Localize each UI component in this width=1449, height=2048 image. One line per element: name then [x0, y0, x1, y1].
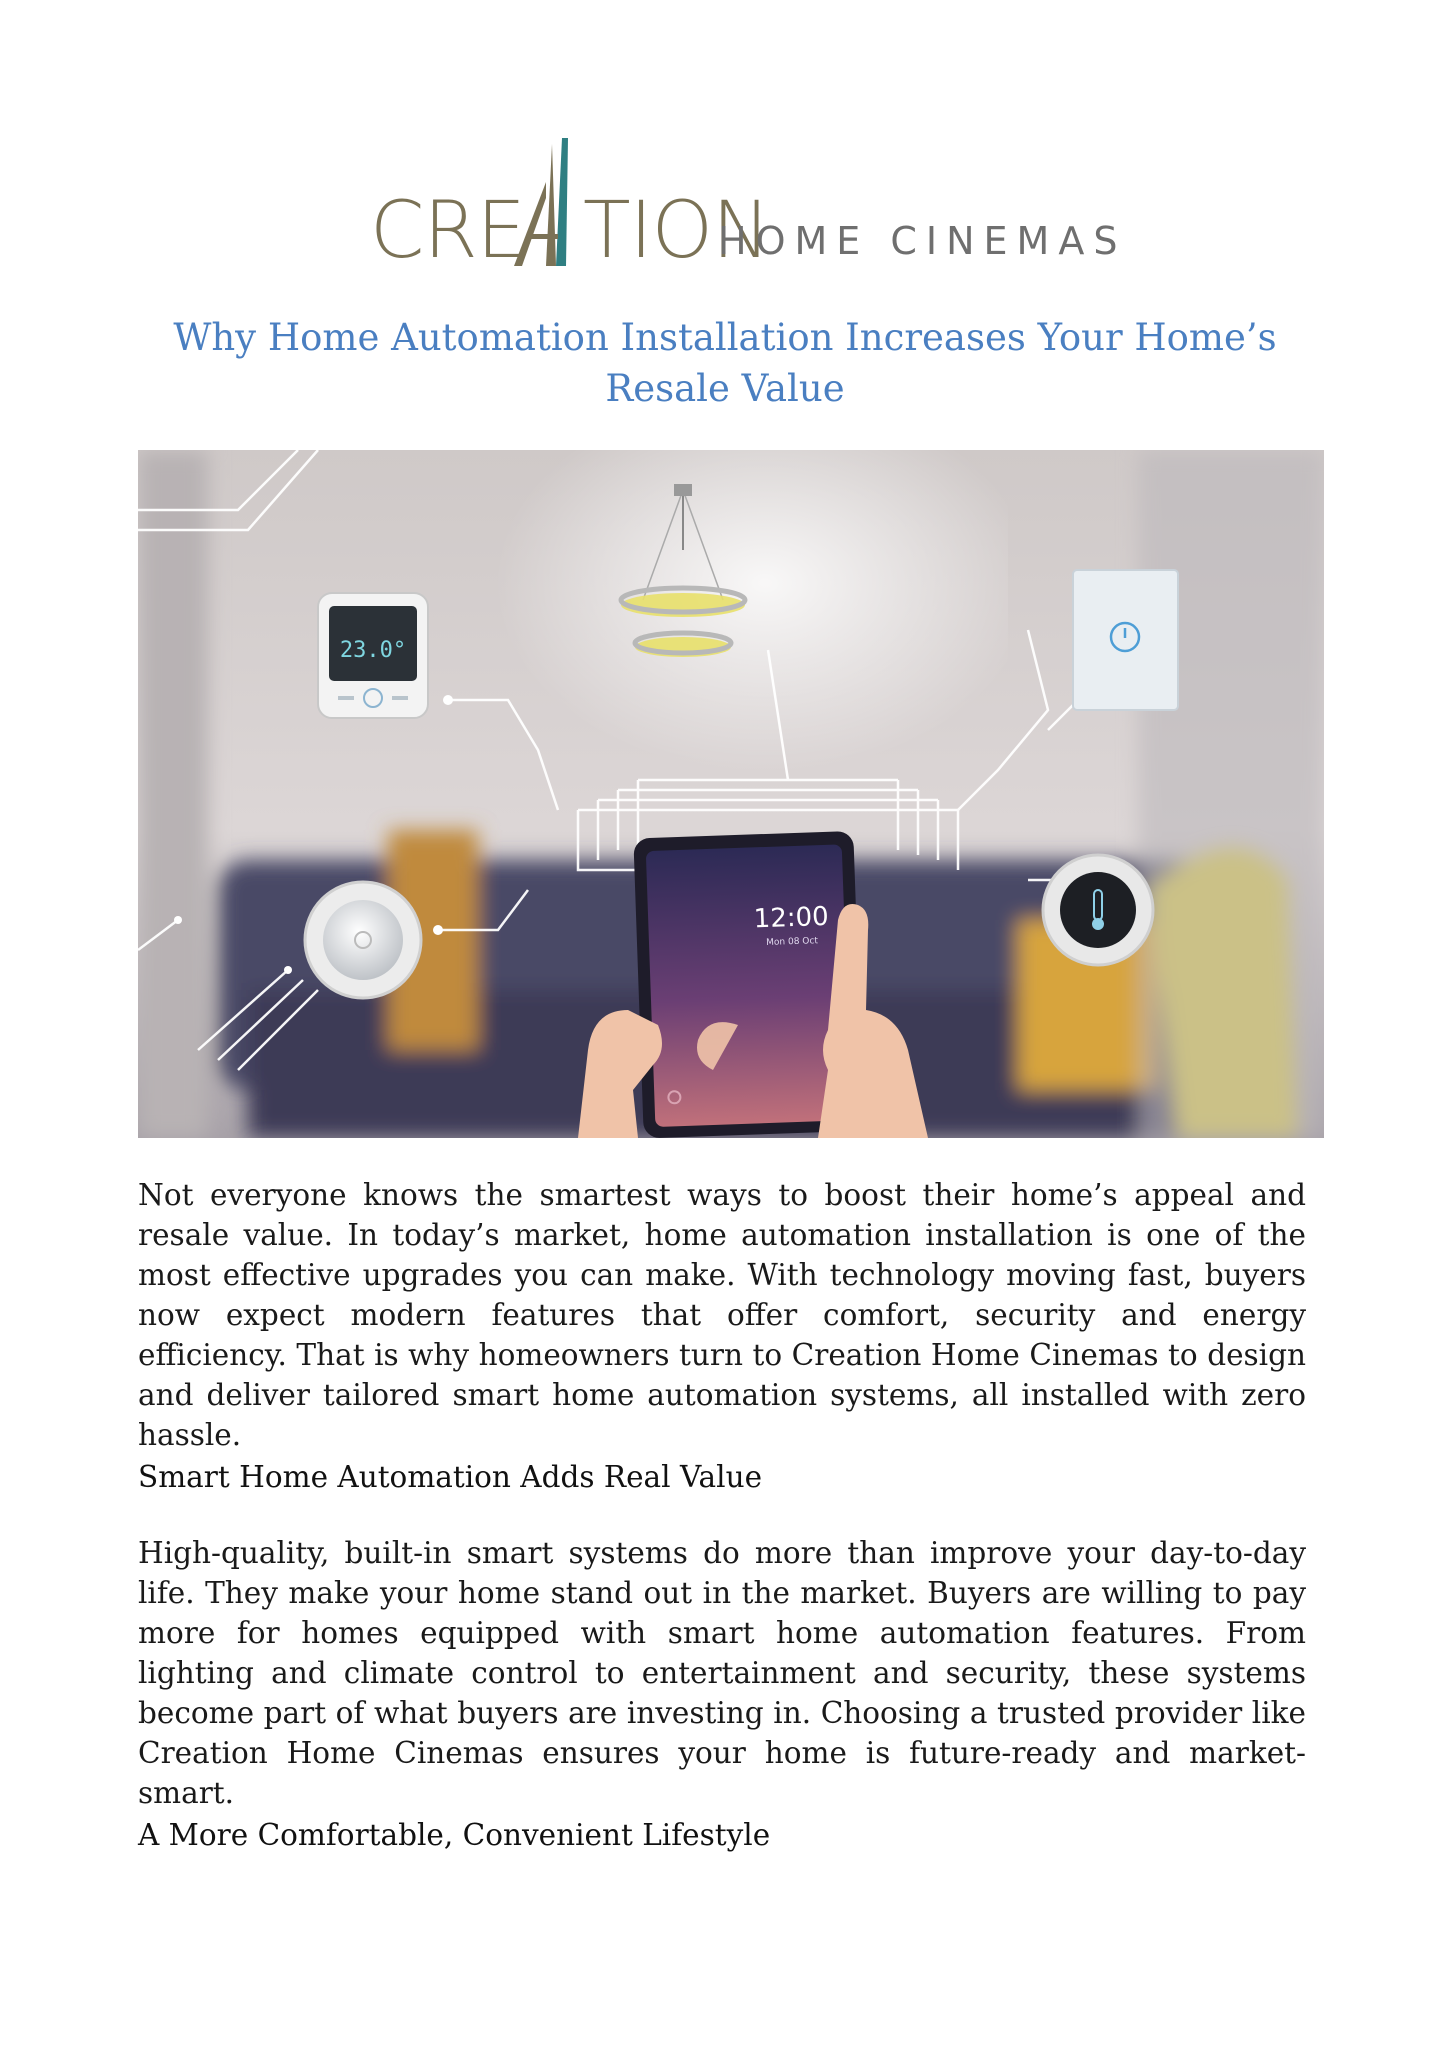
logo-subtitle: HOME CINEMAS [718, 219, 1127, 263]
section-heading-real-value: Smart Home Automation Adds Real Value [138, 1460, 763, 1494]
smart-light-dimmer-icon [305, 882, 421, 998]
tablet-date: Mon 08 Oct [766, 936, 819, 948]
logo-a-mark-icon [512, 138, 582, 278]
hero-image [138, 450, 1324, 1138]
tablet-time: 12:00 [753, 901, 830, 935]
logo-wordmark: CRE TION [370, 186, 770, 276]
real-value-paragraph: High-quality, built-in smart systems do more than improve your day-to-day life. They make your home stand out in the market. Buyers are willing to pay more for homes equipped with smart home automation features. From lighting and climate control to entertainment and security, these systems become part of what buyers are investing in. Choosing a trusted provider like Creation Home Cinemas ensures your home is future-ready and market-smart. [138, 1536, 1306, 1810]
creation-home-cinemas-logo [370, 138, 1127, 278]
touch-switch-icon [1073, 570, 1178, 710]
thermostat-display: 23.0° [339, 638, 407, 663]
section-heading-lifestyle: A More Comfortable, Convenient Lifestyle [138, 1818, 771, 1852]
smart-thermometer-dial-icon [1043, 855, 1153, 965]
article-title: Why Home Automation Installation Increases Your Home’s Resale Value [173, 316, 1277, 410]
thermostat-device-icon [318, 593, 428, 718]
intro-paragraph: Not everyone knows the smartest ways to boost their home’s appeal and resale value. In today’s market, home automation installation is one of the most effective upgrades you can make. With technology moving fast, buyers now expect modern features that offer comfort, security and energy efficiency. That is why homeowners turn to Creation Home Cinemas to design and deliver tailored smart home automation systems, all installed with zero hassle. [138, 1178, 1306, 1452]
